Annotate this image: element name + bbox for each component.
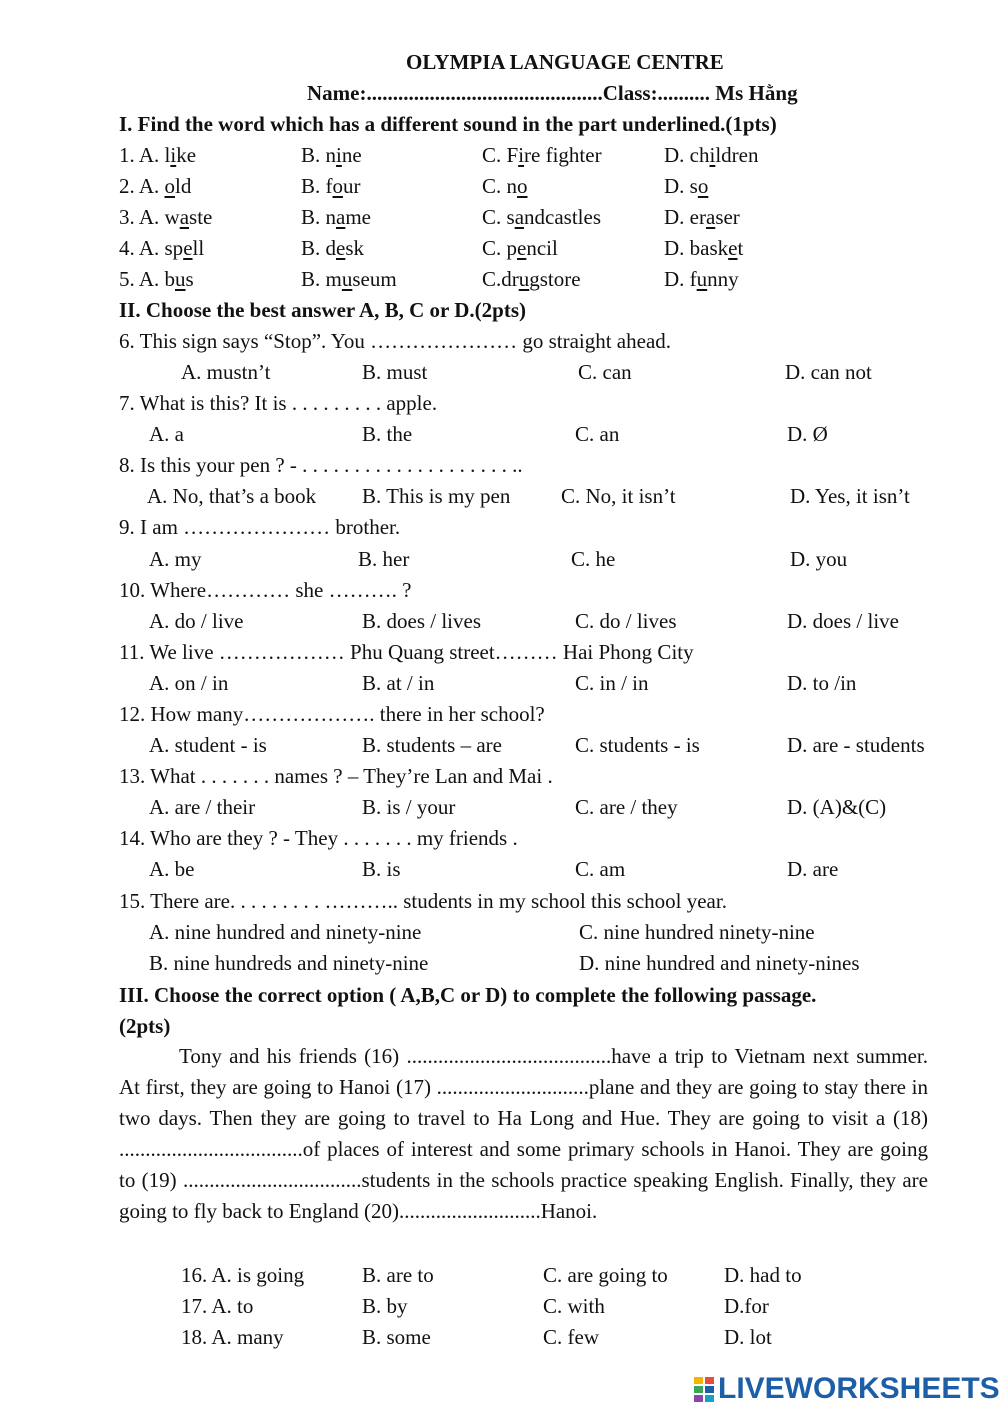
q5-option-b: B. museum bbox=[301, 267, 397, 291]
q4-option-a: 4. A. spell bbox=[119, 236, 205, 260]
question-15: 15. There are. . . . . . . . . ……….. students in my school this school year. bbox=[119, 889, 727, 913]
q9-option-a: A. my bbox=[149, 547, 202, 571]
underlined-sound: o bbox=[332, 174, 343, 198]
q17-option-c: C. with bbox=[543, 1294, 605, 1318]
q4-option-c: C. pencil bbox=[482, 236, 558, 260]
q18-option-d: D. lot bbox=[724, 1325, 772, 1349]
q9-option-c: C. he bbox=[571, 547, 616, 571]
underlined-sound: u bbox=[696, 267, 708, 291]
q18-option-a: 18. A. many bbox=[181, 1325, 284, 1349]
q18-option-b: B. some bbox=[362, 1325, 431, 1349]
underlined-sound: a bbox=[336, 205, 346, 229]
underlined-sound: i bbox=[170, 143, 177, 167]
q6-option-d: D. can not bbox=[785, 360, 872, 384]
q2-option-a: 2. A. old bbox=[119, 174, 192, 198]
q10-option-c: C. do / lives bbox=[575, 609, 677, 633]
q16-option-d: D. had to bbox=[724, 1263, 802, 1287]
q13-option-b: B. is / your bbox=[362, 795, 456, 819]
q10-option-a: A. do / live bbox=[149, 609, 244, 633]
q5-option-d: D. funny bbox=[664, 267, 739, 291]
question-6: 6. This sign says “Stop”. You ………………… go straight ahead. bbox=[119, 329, 672, 353]
underlined-sound: a bbox=[705, 205, 716, 229]
q10-option-b: B. does / lives bbox=[362, 609, 481, 633]
q13-option-a: A. are / their bbox=[149, 795, 256, 819]
q5-option-c: C.drugstore bbox=[482, 267, 581, 291]
q11-option-a: A. on / in bbox=[149, 671, 229, 695]
q3-option-a: 3. A. waste bbox=[119, 205, 213, 229]
q15-option-c: C. nine hundred ninety-nine bbox=[579, 920, 815, 944]
q9-option-d: D. you bbox=[790, 547, 848, 571]
liveworksheets-icon bbox=[693, 1375, 715, 1403]
q15-option-d: D. nine hundred and ninety-nines bbox=[579, 951, 860, 975]
q18-option-c: C. few bbox=[543, 1325, 599, 1349]
q14-option-b: B. is bbox=[362, 857, 401, 881]
q1-option-b: B. nine bbox=[301, 143, 362, 167]
q8-option-a: A. No, that’s a book bbox=[147, 484, 317, 508]
section2-heading: II. Choose the best answer A, B, C or D.(2pts) bbox=[119, 298, 526, 322]
underlined-sound: o bbox=[164, 174, 176, 198]
liveworksheets-logo[interactable] bbox=[693, 1373, 1000, 1405]
q3-option-c: C. sandcastles bbox=[482, 205, 601, 229]
q10-option-d: D. does / live bbox=[787, 609, 899, 633]
underlined-sound: i bbox=[336, 143, 342, 167]
q2-option-b: B. four bbox=[301, 174, 361, 198]
q4-option-b: B. desk bbox=[301, 236, 365, 260]
underlined-sound: u bbox=[518, 267, 530, 291]
q14-option-d: D. are bbox=[787, 857, 839, 881]
q11-option-c: C. in / in bbox=[575, 671, 649, 695]
q8-option-b: B. This is my pen bbox=[362, 484, 511, 508]
q12-option-b: B. students – are bbox=[362, 733, 502, 757]
section3-heading: III. Choose the correct option ( A,B,C or D) to complete the following passage. bbox=[119, 983, 817, 1007]
question-9: 9. I am ………………… brother. bbox=[119, 515, 401, 539]
passage-text: Tony and his friends (16) .......................................have a trip to Vietnam next summer. At first, they are going to Hanoi (17) .............................plane and they are going to stay there in two days. Then they are going to travel to Ha Long and Hue. They are going to visit a (18) ...................................of places of interest and some primary schools in Hanoi. They are going to (19) ..................................students in the schools practice speaking English. Finally, they are going to fly back to England (20)...........................Hanoi. bbox=[119, 1044, 928, 1223]
q15-option-a: A. nine hundred and ninety-nine bbox=[149, 920, 422, 944]
q7-option-a: A. a bbox=[149, 422, 184, 446]
q12-option-d: D. are - students bbox=[787, 733, 925, 757]
q8-option-c: C. No, it isn’t bbox=[561, 484, 676, 508]
logo-text: LIVEWORKSHEETS bbox=[718, 1372, 1000, 1405]
name-class-line: Name:.............................................Class:.......... Ms Hằng bbox=[307, 81, 798, 105]
section1-heading: I. Find the word which has a different sound in the part underlined.(1pts) bbox=[119, 112, 777, 136]
q12-option-a: A. student - is bbox=[149, 733, 267, 757]
q16-option-b: B. are to bbox=[362, 1263, 434, 1287]
underlined-sound: i bbox=[709, 143, 716, 167]
underlined-sound: u bbox=[175, 267, 186, 291]
underlined-sound: a bbox=[514, 205, 525, 229]
q2-option-c: C. no bbox=[482, 174, 528, 198]
q15-option-b: B. nine hundreds and ninety-nine bbox=[149, 951, 429, 975]
underlined-sound: o bbox=[517, 174, 528, 198]
question-11: 11. We live ……………… Phu Quang street……… Hai Phong City bbox=[119, 640, 694, 664]
q3-option-b: B. name bbox=[301, 205, 371, 229]
centre-title: OLYMPIA LANGUAGE CENTRE bbox=[406, 50, 724, 74]
underlined-sound: e bbox=[183, 236, 193, 260]
q7-option-b: B. the bbox=[362, 422, 413, 446]
q16-option-c: C. are going to bbox=[543, 1263, 668, 1287]
q17-option-b: B. by bbox=[362, 1294, 408, 1318]
q6-option-b: B. must bbox=[362, 360, 428, 384]
question-10: 10. Where………… she ………. ? bbox=[119, 578, 412, 602]
q7-option-d: D. Ø bbox=[787, 422, 828, 446]
q14-option-c: C. am bbox=[575, 857, 626, 881]
q8-option-d: D. Yes, it isn’t bbox=[790, 484, 910, 508]
q12-option-c: C. students - is bbox=[575, 733, 700, 757]
underlined-sound: e bbox=[336, 236, 346, 260]
q11-option-b: B. at / in bbox=[362, 671, 435, 695]
q1-option-d: D. children bbox=[664, 143, 759, 167]
question-13: 13. What . . . . . . . names ? – They’re Lan and Mai . bbox=[119, 764, 553, 788]
q4-option-d: D. basket bbox=[664, 236, 744, 260]
section3-heading-points: (2pts) bbox=[119, 1014, 171, 1038]
q2-option-d: D. so bbox=[664, 174, 709, 198]
q13-option-c: C. are / they bbox=[575, 795, 678, 819]
q3-option-d: D. eraser bbox=[664, 205, 740, 229]
underlined-sound: i bbox=[518, 143, 525, 167]
q7-option-c: C. an bbox=[575, 422, 620, 446]
reading-passage bbox=[119, 1041, 928, 1227]
q9-option-b: B. her bbox=[358, 547, 410, 571]
underlined-sound: e bbox=[517, 236, 527, 260]
q17-option-a: 17. A. to bbox=[181, 1294, 254, 1318]
question-14: 14. Who are they ? - They . . . . . . . my friends . bbox=[119, 826, 518, 850]
question-12: 12. How many………………. there in her school? bbox=[119, 702, 545, 726]
q6-option-c: C. can bbox=[578, 360, 632, 384]
q17-option-d: D.for bbox=[724, 1294, 769, 1318]
q16-option-a: 16. A. is going bbox=[181, 1263, 305, 1287]
underlined-sound: u bbox=[341, 267, 353, 291]
underlined-sound: o bbox=[697, 174, 709, 198]
underlined-sound: a bbox=[179, 205, 190, 229]
q6-option-a: A. mustn’t bbox=[181, 360, 271, 384]
q11-option-d: D. to /in bbox=[787, 671, 857, 695]
q1-option-a: 1. A. like bbox=[119, 143, 197, 167]
underlined-sound: e bbox=[728, 236, 738, 260]
q5-option-a: 5. A. bus bbox=[119, 267, 194, 291]
question-7: 7. What is this? It is . . . . . . . . . apple. bbox=[119, 391, 438, 415]
question-8: 8. Is this your pen ? - . . . . . . . . . . . . . . . . . . . . .. bbox=[119, 453, 523, 477]
q1-option-c: C. Fire fighter bbox=[482, 143, 602, 167]
q13-option-d: D. (A)&(C) bbox=[787, 795, 887, 819]
q14-option-a: A. be bbox=[149, 857, 195, 881]
